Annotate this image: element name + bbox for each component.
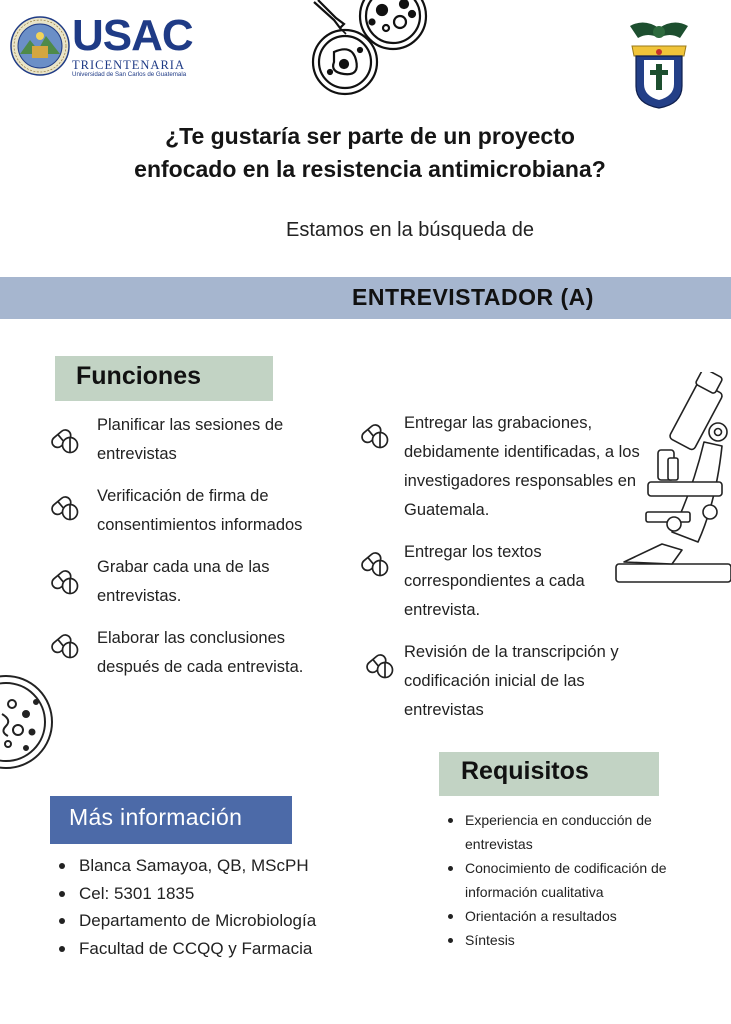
headline [60, 120, 680, 186]
requirement-item: Orientación a resultados [445, 904, 705, 928]
contact-item: Blanca Samayoa, QB, MScPH [56, 852, 316, 880]
usac-seal-logo [10, 16, 70, 76]
function-item: Verificación de firma de consentimientos informados [97, 487, 303, 534]
headline-line-2: enfocado en la resistencia antimicrobiana? [134, 156, 606, 182]
petri-dish-illustration [0, 674, 56, 772]
capsule-icon [360, 420, 390, 450]
capsule-icon [50, 630, 80, 660]
position-title: ENTREVISTADOR (A) [352, 284, 594, 310]
requirement-item: Síntesis [445, 928, 705, 952]
microscope-illustration [612, 372, 731, 587]
headline-line-1: ¿Te gustaría ser parte de un proyecto [165, 123, 575, 149]
contact-item: Cel: 5301 1835 [56, 880, 316, 908]
contact-item: Departamento de Microbiología [56, 907, 316, 935]
capsule-icon [360, 548, 390, 578]
requirement-item: Experiencia en conducción de entrevistas [445, 808, 705, 856]
requirements-list [445, 808, 705, 952]
capsule-icon [50, 566, 80, 596]
capsule-icon [50, 425, 80, 455]
function-item: Planificar las sesiones de entrevistas [97, 416, 284, 463]
function-item: Entregar los textos correspondientes a cada entrevista. [404, 543, 585, 619]
function-item: Elaborar las conclusiones después de cada entrevista. [97, 629, 304, 676]
function-item: Revisión de la transcripción y codificación inicial de las entrevistas [404, 643, 619, 719]
function-item: Grabar cada una de las entrevistas. [97, 558, 270, 605]
info-title: Más información [69, 804, 243, 830]
usac-wordmark [72, 11, 197, 79]
requirement-item: Conocimiento de codificación de información cualitativa [445, 856, 705, 904]
requisitos-title: Requisitos [461, 757, 589, 785]
function-item: Entregar las grabaciones, debidamente identificadas, a los investigadores responsables en Guatemala. [404, 414, 640, 519]
usac-university-name: Universidad de San Carlos de Guatemala [72, 71, 187, 78]
faculty-crest-logo [624, 12, 694, 110]
funciones-title: Funciones [76, 362, 202, 390]
usac-subtitle: TRICENTENARIA [72, 58, 185, 72]
petri-dish-pipette-illustration [300, 0, 435, 98]
contact-list [56, 852, 316, 962]
capsule-icon [365, 650, 395, 680]
contact-item: Facultad de CCQQ y Farmacia [56, 935, 316, 963]
capsule-icon [50, 492, 80, 522]
intro-text: Estamos en la búsqueda de [286, 219, 534, 241]
usac-title: USAC [72, 11, 193, 60]
